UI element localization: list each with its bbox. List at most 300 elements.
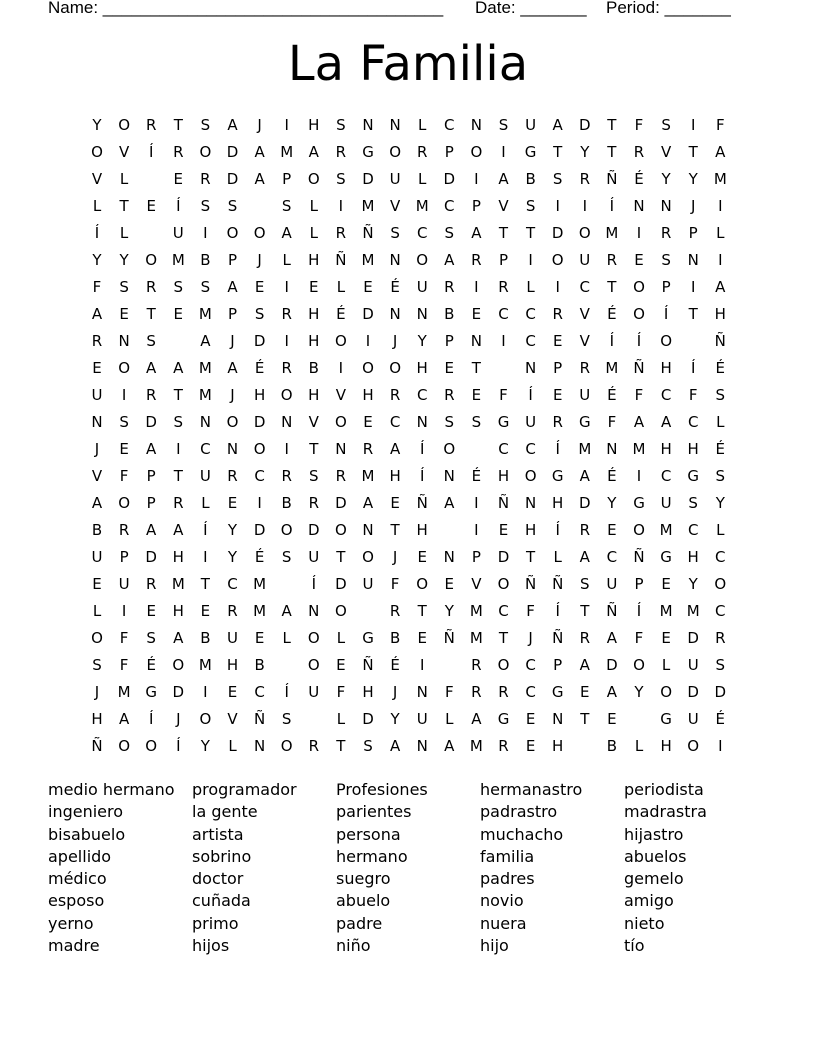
grid-letter: E [227,494,238,512]
grid-letter: S [119,278,129,296]
grid-letter: A [254,170,265,188]
word-column [336,779,476,957]
word-item: niño [336,936,371,956]
grid-letter: É [146,656,156,674]
grid-letter: S [309,467,319,485]
grid-letter: T [688,305,698,323]
grid-letter: N [470,332,482,350]
grid-letter: É [607,305,617,323]
grid-letter: D [606,656,618,674]
grid-letter: F [119,467,129,485]
grid-letter: Ñ [335,251,347,269]
grid-letter: O [660,332,672,350]
grid-letter: P [553,656,563,674]
grid-letter: Y [688,170,698,188]
grid-letter: F [715,116,725,134]
grid-letter: A [579,467,590,485]
grid-letter: D [443,170,456,188]
grid-letter: R [145,386,157,404]
grid-letter: I [718,737,723,755]
grid-letter: L [201,494,210,512]
grid-letter: E [363,413,373,431]
grid-letter: I [203,548,208,566]
grid-letter: J [528,629,533,647]
grid-letter: É [607,386,617,404]
grid-letter: M [198,386,212,404]
grid-letter: U [579,251,591,269]
grid-letter: L [716,521,725,539]
word-item: hijo [480,936,509,956]
grid-letter: E [254,278,265,296]
grid-letter: O [118,494,130,512]
grid-letter: E [173,305,184,323]
grid-letter: G [362,143,374,161]
grid-letter: S [200,197,211,215]
grid-letter: L [553,548,562,566]
grid-letter: Ñ [606,170,618,188]
grid-letter: I [365,332,371,350]
grid-letter: V [91,170,103,188]
grid-letter: H [91,710,103,728]
grid-letter: Ñ [552,629,564,647]
grid-letter: F [499,386,508,404]
grid-letter: N [443,548,455,566]
grid-letter: C [525,305,536,323]
grid-letter: C [660,386,672,404]
grid-letter: L [445,710,454,728]
grid-letter: S [715,467,726,485]
grid-letter: H [660,737,672,755]
grid-letter: I [284,332,289,350]
grid-letter: A [389,440,401,458]
grid-letter: O [633,656,645,674]
grid-letter: O [199,143,212,161]
grid-letter: Í [609,197,615,215]
grid-letter: S [363,737,373,755]
grid-letter: E [119,305,129,323]
grid-letter: T [688,143,698,161]
grid-letter: Í [636,332,642,350]
grid-letter: R [579,359,591,377]
grid-letter: Í [663,305,669,323]
grid-letter: M [469,737,483,755]
grid-letter: D [687,683,699,701]
grid-letter: R [471,683,482,701]
grid-letter: P [661,278,671,296]
grid-letter: U [660,494,672,512]
grid-letter: E [444,359,455,377]
grid-letter: C [254,683,265,701]
grid-letter: E [336,656,346,674]
grid-letter: U [362,575,374,593]
grid-letter: S [173,278,184,296]
grid-letter: L [418,170,427,188]
grid-letter: F [92,278,102,296]
grid-letter: I [474,521,479,539]
grid-letter: D [579,494,591,512]
grid-letter: A [254,143,265,161]
grid-letter: Y [634,683,644,701]
grid-letter: L [119,224,129,242]
grid-letter: O [416,575,429,593]
word-item: suegro [336,869,391,889]
grid-letter: A [471,224,482,242]
grid-letter: P [471,548,481,566]
grid-letter: Í [528,386,533,404]
grid-letter: Í [284,683,289,701]
grid-letter: E [525,737,536,755]
grid-letter: O [633,521,645,539]
grid-letter: C [660,467,672,485]
grid-letter: P [634,575,644,593]
grid-letter: T [526,224,536,242]
grid-letter: E [92,359,102,377]
grid-letter: E [390,494,400,512]
grid-letter: N [281,413,293,431]
grid-letter: H [389,467,401,485]
grid-letter: A [444,737,455,755]
grid-letter: A [227,278,238,296]
grid-letter: G [551,467,564,485]
grid-letter: H [714,305,726,323]
grid-letter: T [417,602,427,620]
grid-letter: Ñ [633,548,645,566]
grid-letter: O [687,737,700,755]
grid-letter: F [336,683,346,701]
grid-letter: R [362,440,374,458]
grid-letter: C [525,332,536,350]
grid-letter: R [606,251,618,269]
word-item: hermanastro [480,780,583,799]
grid-letter: G [660,548,672,566]
word-column [480,779,620,957]
grid-letter: B [200,629,211,647]
grid-letter: T [498,224,509,242]
grid-letter: É [715,440,726,458]
grid-letter: E [607,710,617,728]
date-field[interactable]: Date: _______ [475,0,587,17]
grid-letter: P [688,224,698,242]
grid-letter: E [580,683,590,701]
grid-letter: Í [555,521,560,539]
grid-letter: C [715,548,726,566]
grid-letter: N [362,521,374,539]
word-column [624,779,764,957]
grid-letter: J [230,332,235,350]
grid-letter: J [690,197,696,215]
grid-letter: M [198,305,212,323]
grid-letter: C [687,413,699,431]
grid-letter: O [362,359,374,377]
grid-letter: G [687,467,699,485]
period-field[interactable]: Period: _______ [606,0,731,17]
word-item: periodista [624,780,704,799]
grid-letter: G [524,143,537,161]
grid-letter: R [579,629,591,647]
grid-letter: M [605,359,619,377]
grid-letter: I [718,251,723,269]
grid-letter: D [335,494,347,512]
grid-letter: A [281,602,292,620]
grid-letter: É [634,170,644,188]
grid-letter: N [416,683,428,701]
grid-letter: Y [661,170,671,188]
grid-letter: M [686,602,700,620]
grid-letter: N [416,305,428,323]
grid-letter: R [173,494,184,512]
grid-letter: H [524,521,537,539]
grid-letter: R [281,467,292,485]
grid-letter: L [228,737,237,755]
grid-letter: V [308,413,319,431]
grid-letter: Í [176,197,181,215]
grid-letter: P [227,305,238,323]
grid-letter: D [172,683,185,701]
grid-letter: N [524,494,537,512]
grid-letter: Ñ [552,575,564,593]
grid-letter: T [200,575,210,593]
grid-letter: S [200,116,211,134]
grid-letter: G [633,494,645,512]
grid-letter: B [606,737,618,755]
grid-letter: E [309,278,319,296]
grid-letter: R [471,656,482,674]
grid-letter: C [525,656,536,674]
grid-letter: I [121,602,127,620]
grid-letter: A [389,737,401,755]
grid-letter: H [308,332,320,350]
grid-letter: Í [609,332,615,350]
grid-letter: L [634,737,644,755]
grid-letter: A [173,629,184,647]
grid-letter: R [281,359,292,377]
grid-letter: F [634,386,644,404]
grid-letter: N [606,440,618,458]
word-item: amigo [624,891,674,911]
grid-letter: C [525,440,536,458]
grid-letter: E [498,521,509,539]
name-field[interactable]: Name: ____________________________________ [48,0,444,17]
grid-letter: Y [92,116,102,134]
grid-letter: T [526,548,536,566]
grid-letter: U [525,116,537,134]
grid-letter: H [308,251,320,269]
grid-letter: L [119,170,129,188]
word-item: sobrino [192,846,252,866]
grid-letter: I [636,467,642,485]
grid-letter: R [227,602,238,620]
grid-letter: V [498,197,509,215]
grid-letter: A [471,710,482,728]
grid-letter: B [444,305,455,323]
grid-letter: E [552,332,563,350]
grid-letter: E [552,386,563,404]
grid-letter: R [335,224,347,242]
grid-letter: P [444,332,454,350]
grid-letter: L [309,197,318,215]
grid-letter: H [308,116,320,134]
grid-letter: H [226,656,239,674]
grid-letter: L [282,629,291,647]
grid-letter: H [552,737,564,755]
grid-letter: L [336,278,346,296]
grid-letter: I [555,197,560,215]
grid-letter: G [497,710,510,728]
grid-letter: F [444,683,454,701]
grid-letter: R [91,332,103,350]
word-item: madrastra [624,802,707,822]
grid-letter: H [552,494,564,512]
grid-letter: H [687,548,699,566]
grid-letter: S [281,710,292,728]
grid-letter: Í [636,602,642,620]
grid-letter: A [715,278,726,296]
grid-letter: C [416,224,428,242]
grid-letter: T [336,737,346,755]
grid-letter: M [117,683,131,701]
grid-letter: S [227,197,238,215]
grid-letter: F [390,575,400,593]
grid-letter: L [336,629,346,647]
word-item: tío [624,936,645,956]
grid-letter: S [336,170,346,188]
grid-letter: S [146,332,156,350]
grid-letter: A [660,413,672,431]
grid-letter: U [308,683,320,701]
grid-letter: V [471,575,482,593]
grid-letter: T [173,386,183,404]
grid-letter: Y [607,494,617,512]
grid-letter: O [497,656,510,674]
grid-letter: L [92,197,102,215]
grid-letter: C [579,278,591,296]
grid-letter: H [416,359,428,377]
grid-letter: V [579,332,590,350]
grid-letter: Ñ [253,710,266,728]
word-item: primo [192,913,239,933]
grid-letter: J [257,116,262,134]
grid-letter: N [199,413,211,431]
grid-letter: A [362,494,374,512]
grid-letter: N [118,332,130,350]
word-item: familia [480,846,535,866]
grid-letter: Í [555,440,560,458]
word-item: esposo [48,891,105,911]
grid-letter: É [336,305,346,323]
grid-letter: Ñ [606,602,618,620]
grid-letter: I [284,440,289,458]
grid-letter: M [198,359,212,377]
grid-letter: S [173,413,184,431]
grid-letter: V [579,305,590,323]
grid-letter: E [146,602,156,620]
grid-letter: D [362,170,374,188]
grid-letter: E [200,602,211,620]
grid-letter: N [470,116,482,134]
grid-letter: A [444,494,455,512]
grid-letter: I [474,494,479,512]
grid-letter: E [444,575,455,593]
grid-letter: M [469,629,483,647]
grid-letter: A [227,116,238,134]
grid-letter: B [281,494,292,512]
grid-letter: R [715,629,726,647]
page-title: La Familia [287,36,529,92]
grid-letter: A [552,116,563,134]
grid-letter: C [498,440,509,458]
grid-letter: S [281,548,292,566]
grid-letter: D [145,413,157,431]
grid-letter: É [254,359,265,377]
grid-letter: O [633,305,645,323]
grid-letter: É [254,548,265,566]
grid-letter: L [336,710,346,728]
grid-letter: Í [203,521,208,539]
grid-letter: R [227,467,238,485]
word-item: persona [336,824,401,844]
grid-letter: R [498,278,509,296]
grid-letter: O [118,359,130,377]
grid-letter: L [716,413,725,431]
grid-letter: U [579,386,591,404]
grid-letter: V [227,710,238,728]
grid-letter: M [361,251,375,269]
grid-letter: R [471,251,482,269]
grid-letter: I [718,197,723,215]
grid-letter: Í [148,143,154,161]
grid-letter: A [579,656,590,674]
grid-letter: Y [417,332,427,350]
grid-letter: U [687,710,699,728]
grid-letter: M [713,170,727,188]
word-item: Profesiones [336,780,428,799]
grid-letter: T [173,116,183,134]
grid-letter: R [498,737,509,755]
grid-letter: D [551,224,564,242]
grid-letter: Y [444,602,454,620]
grid-letter: M [171,251,185,269]
grid-letter: Í [419,440,425,458]
grid-letter: Ñ [443,629,455,647]
grid-letter: N [335,440,347,458]
grid-letter: É [715,710,726,728]
word-column [192,779,332,957]
grid-letter: S [552,170,563,188]
grid-letter: D [687,629,699,647]
grid-letter: R [145,575,157,593]
word-item: muchacho [480,824,564,844]
grid-letter: O [307,656,320,674]
grid-letter: N [308,602,320,620]
grid-letter: A [91,305,103,323]
grid-letter: Y [119,251,129,269]
grid-letter: I [501,143,506,161]
grid-letter: O [172,656,185,674]
grid-letter: A [444,251,455,269]
grid-letter: V [91,467,103,485]
grid-letter: H [362,683,374,701]
grid-letter: F [688,386,698,404]
grid-letter: N [389,305,401,323]
grid-letter: L [282,251,291,269]
grid-letter: S [661,251,671,269]
grid-letter: O [145,737,158,755]
grid-letter: E [661,575,671,593]
grid-letter: Y [227,521,238,539]
grid-letter: O [443,440,456,458]
grid-letter: S [580,575,590,593]
grid-letter: S [444,413,455,431]
